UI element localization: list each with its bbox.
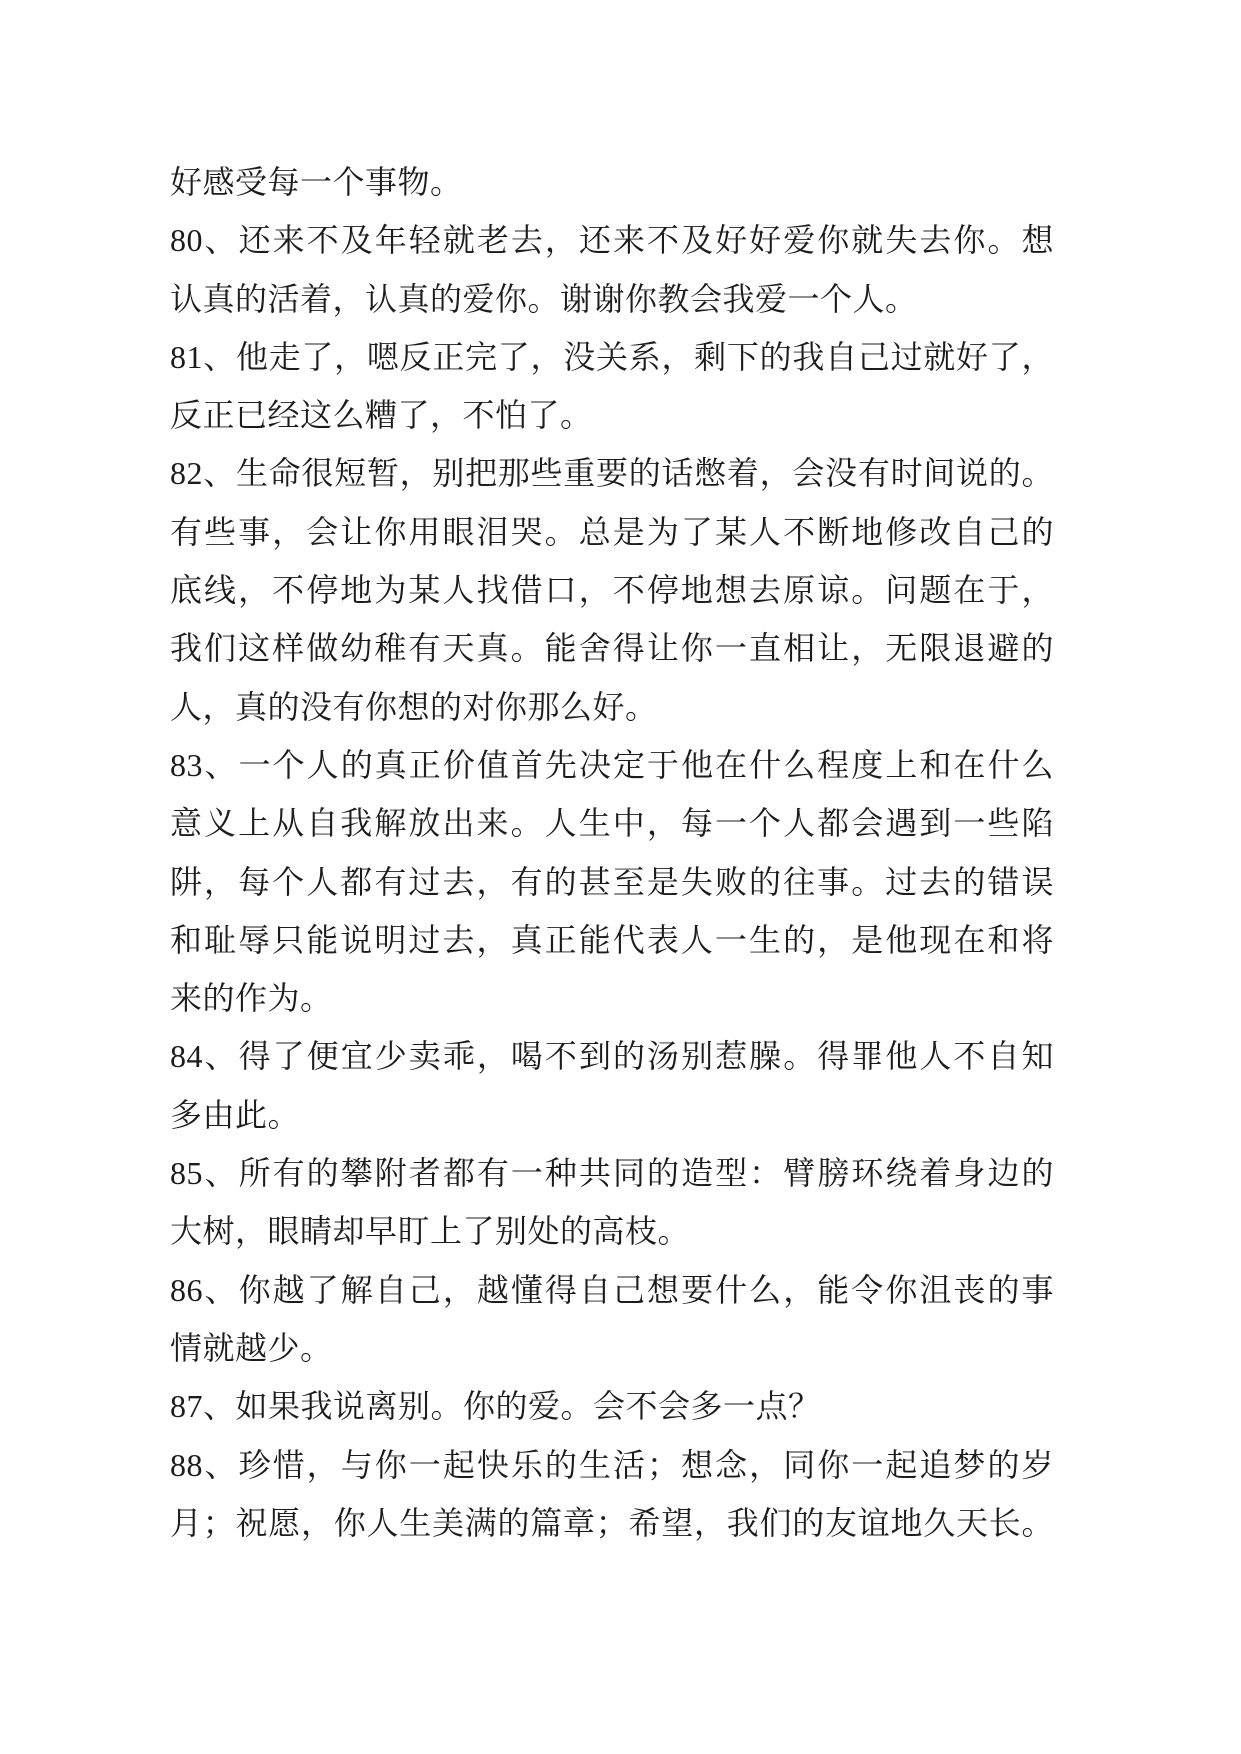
text-line: 来的作为。 <box>170 980 333 1017</box>
text-line: 反正已经这么糟了，不怕了。 <box>170 397 593 434</box>
paragraph <box>170 211 1054 328</box>
text-line: 人，真的没有你想的对你那么好。 <box>170 688 658 725</box>
paragraph <box>170 1144 1054 1261</box>
text-line: 多由此。 <box>170 1096 301 1133</box>
text-line: 月；祝愿，你人生美满的篇章；希望，我们的友谊地久天长。 <box>170 1504 1054 1541</box>
text-line: 我们这样做幼稚有天真。能舍得让你一直相让，无限退避的 <box>170 630 1054 667</box>
text-line: 底线，不停地为某人找借口，不停地想去原谅。问题在于， <box>170 572 1054 609</box>
text-line: 好感受每一个事物。 <box>170 164 463 200</box>
text-content <box>170 153 1054 1552</box>
paragraph <box>170 444 1054 735</box>
paragraph <box>170 328 1054 445</box>
text-line: 有些事，会让你用眼泪哭。总是为了某人不断地修改自己的 <box>170 513 1054 550</box>
paragraph <box>170 153 1054 211</box>
text-line: 85、所有的攀附者都有一种共同的造型：臂膀环绕着身边的 <box>170 1155 1054 1192</box>
text-line: 87、如果我说离别。你的爱。会不会多一点？ <box>170 1388 821 1425</box>
paragraph <box>170 1436 1054 1553</box>
text-line: 情就越少。 <box>170 1329 333 1366</box>
text-line: 阱，每个人都有过去，有的甚至是失败的往事。过去的错误 <box>170 863 1054 900</box>
text-line: 88、珍惜，与你一起快乐的生活；想念，同你一起追梦的岁 <box>170 1446 1054 1483</box>
paragraph <box>170 736 1054 1027</box>
text-line: 84、得了便宜少卖乖，喝不到的汤别惹臊。得罪他人不自知 <box>170 1038 1054 1075</box>
paragraph <box>170 1377 1054 1435</box>
text-line: 81、他走了，嗯反正完了，没关系，剩下的我自己过就好了， <box>170 338 1054 375</box>
paragraph <box>170 1027 1054 1144</box>
text-line: 意义上从自我解放出来。人生中，每一个人都会遇到一些陷 <box>170 805 1054 842</box>
text-line: 和耻辱只能说明过去，真正能代表人一生的，是他现在和将 <box>170 921 1054 958</box>
text-line: 大树，眼睛却早盯上了别处的高枝。 <box>170 1213 691 1250</box>
text-line: 86、你越了解自己，越懂得自己想要什么，能令你沮丧的事 <box>170 1271 1054 1308</box>
text-line: 82、生命很短暂，别把那些重要的话憋着，会没有时间说的。 <box>170 455 1054 492</box>
text-line: 83、一个人的真正价值首先决定于他在什么程度上和在什么 <box>170 746 1054 783</box>
text-line: 认真的活着，认真的爱你。谢谢你教会我爱一个人。 <box>170 280 918 317</box>
text-line: 80、还来不及年轻就老去，还来不及好好爱你就失去你。想 <box>170 222 1054 259</box>
paragraph <box>170 1261 1054 1378</box>
